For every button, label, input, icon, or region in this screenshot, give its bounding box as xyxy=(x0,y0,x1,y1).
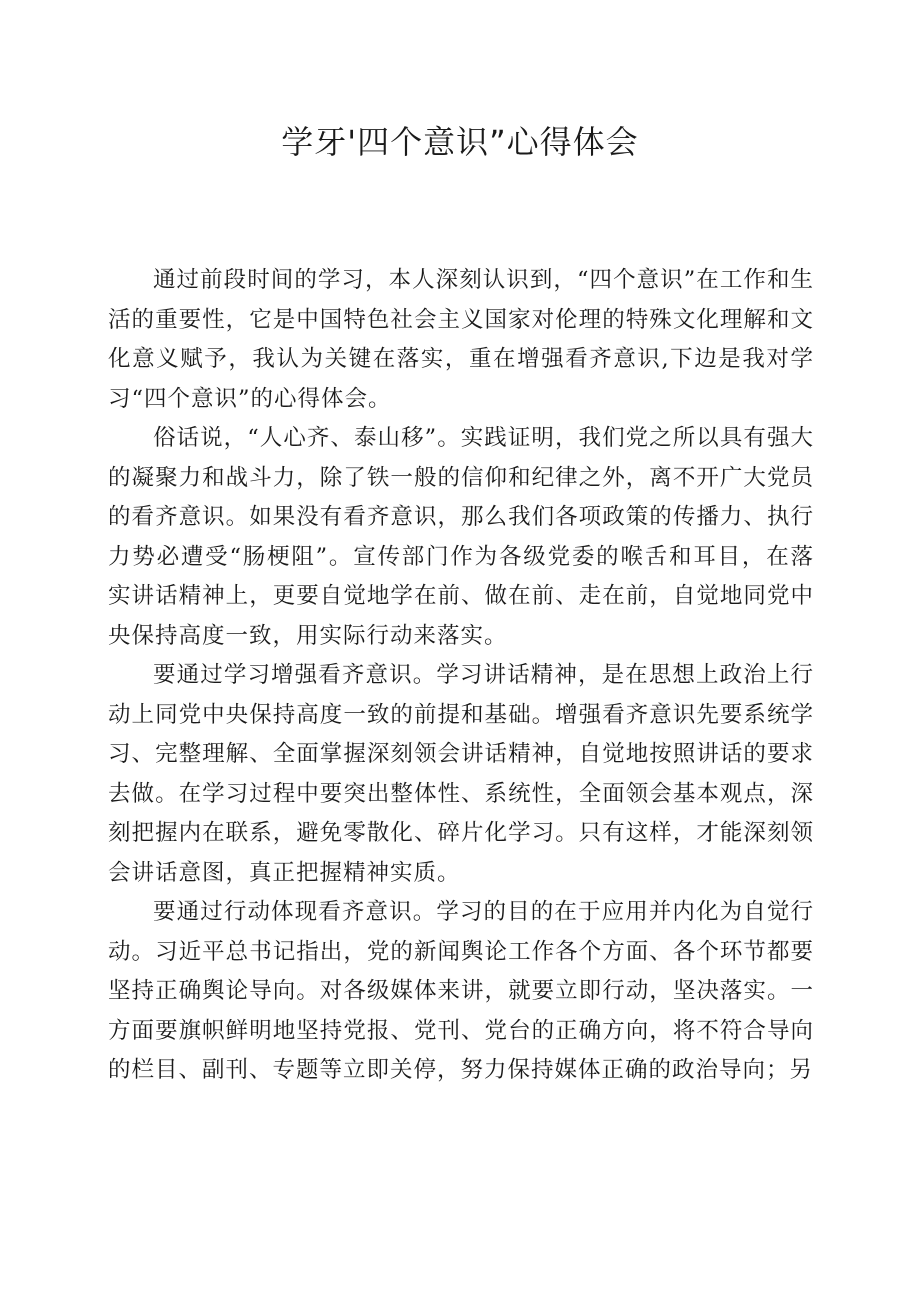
paragraph-4: 要通过行动体现看齐意识。学习的目的在于应用并内化为自觉行动。习近平总书记指出，党的新闻舆论工作各个方面、各个环节都要坚持正确舆论导向。对各级媒体来讲，就要立即行动，坚决落实。一方面要旗帜鲜明地坚持党报、党刊、党台的正确方向，将不符合导向的栏目、副刊、专题等立即关停，努力保持媒体正确的政治导向；另 xyxy=(108,899,814,1083)
paragraph-1: 通过前段时间的学习，本人深刻认识到，“四个意识”在工作和生活的重要性，它是中国特色社会主义国家对伦理的特殊文化理解和文化意义赋予，我认为关键在落实，重在增强看齐意识,下边是我对学习“四个意识”的心得体会。 xyxy=(108,267,814,412)
paragraph-3: 要通过学习增强看齐意识。学习讲话精神，是在思想上政治上行动上同党中央保持高度一致的前提和基础。增强看齐意识先要系统学习、完整理解、全面掌握深刻领会讲话精神，自觉地按照讲话的要求去做。在学习过程中要突出整体性、系统性，全面领会基本观点，深刻把握内在联系，避免零散化、碎片化学习。只有这样，才能深刻领会讲话意图，真正把握精神实质。 xyxy=(108,662,814,886)
document-body xyxy=(108,261,814,1091)
paragraph-2: 俗话说，“人心齐、泰山移”。实践证明，我们党之所以具有强大的凝聚力和战斗力，除了铁一般的信仰和纪律之外，离不开广大党员的看齐意识。如果没有看齐意识，那么我们各项政策的传播力、执行力势必遭受“肠梗阻”。宣传部门作为各级党委的喉舌和耳目，在落实讲话精神上，更要自觉地学在前、做在前、走在前，自觉地同党中央保持高度一致，用实际行动来落实。 xyxy=(108,425,814,649)
document-title: 学牙'四个意识”心得体会 xyxy=(281,123,639,161)
